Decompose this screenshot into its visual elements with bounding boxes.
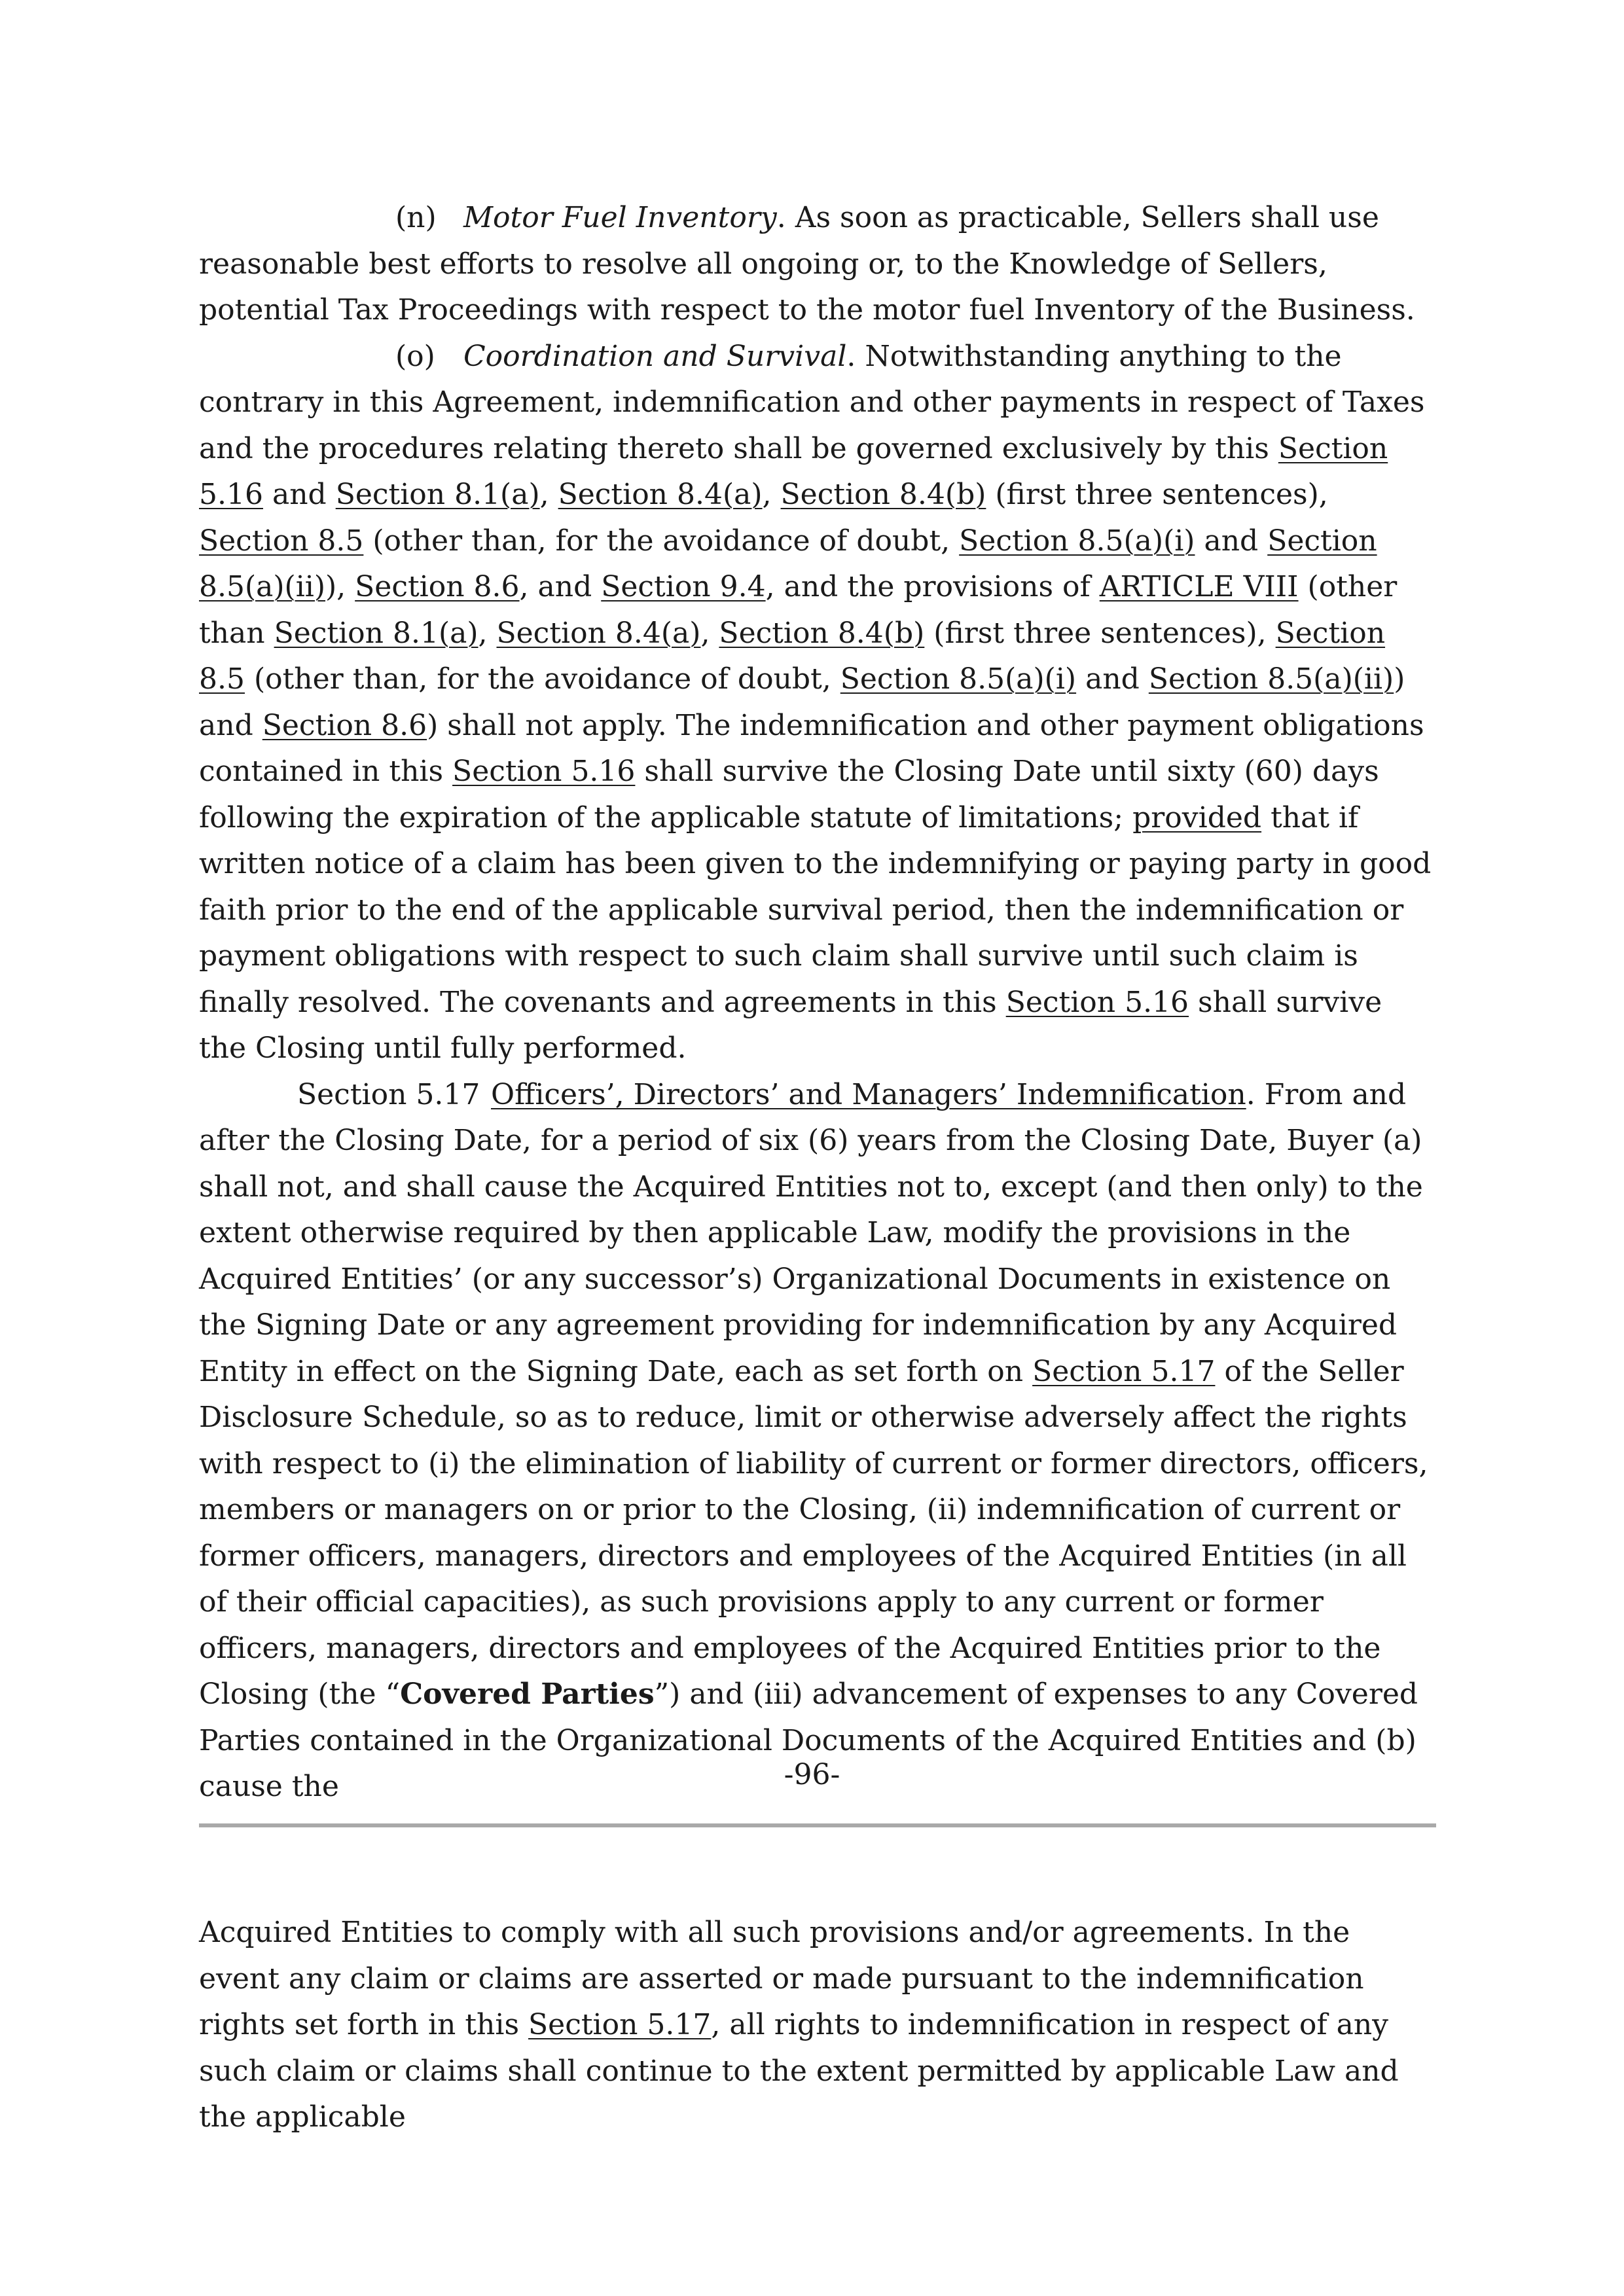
- defined-term-provided: provided: [1132, 800, 1262, 834]
- continuation-paragraph: [199, 1910, 1436, 2141]
- cross-reference[interactable]: Section 5.16: [1005, 985, 1189, 1019]
- cross-reference[interactable]: Section 8.5: [199, 616, 1386, 696]
- clause-heading: Motor Fuel Inventory: [463, 201, 777, 234]
- clause-label: (o): [395, 339, 435, 373]
- cross-reference[interactable]: Section 8.5(a)(i): [959, 524, 1195, 558]
- page-96-body: [199, 195, 1436, 1810]
- page-97-body: [199, 1910, 1436, 2141]
- clause-text: shall survive the Closing until fully performed.: [199, 985, 1382, 1065]
- section-number: Section 5.17: [297, 1077, 480, 1111]
- page-divider: [199, 1823, 1436, 1827]
- clause-text: (other than: [199, 570, 1398, 650]
- clause-text: (other than, for the avoidance of doubt,: [363, 524, 960, 558]
- paragraph-n-motor-fuel-inventory: [199, 195, 1436, 334]
- section-title: Officers’, Directors’ and Managers’ Indemnification: [491, 1077, 1246, 1111]
- cross-reference[interactable]: Section 8.4(a): [558, 478, 763, 511]
- clause-text: (first three sentences),: [986, 478, 1328, 511]
- clause-text: shall survive the Closing Date until sixty (60) days following the expiration of the applicable statute of limitations;: [199, 755, 1379, 834]
- clause-label: (n): [395, 201, 437, 234]
- clause-text: ,: [478, 616, 497, 650]
- cross-reference[interactable]: Section 8.4(a): [496, 616, 701, 650]
- clause-text: , and the provisions of: [765, 570, 1100, 603]
- cross-reference[interactable]: Section 5.16: [199, 431, 1388, 511]
- cross-reference[interactable]: Section 8.4(b): [719, 616, 925, 650]
- clause-text: ) shall not apply. The indemnification and other payment obligations contained in this: [199, 708, 1424, 788]
- section-text: . From and after the Closing Date, for a period of six (6) years from the Closing Date, Buyer (a) shall not, and shall cause the Acquired Entities not to, except (and then only) to the extent otherwise required by then applicable Law, modify the provisions in the Acquired Entities’ (or any successor’s) Organizational Documents in existence on the Signing Date or any agreement providing for indemnification by any Acquired Entity in effect on the Signing Date, each as set forth on: [199, 1077, 1423, 1388]
- paragraph-text: Acquired Entities to comply with all such provisions and/or agreements. In the event any claim or claims are asserted or made pursuant to the indemnification rights set forth in this: [199, 1916, 1364, 2041]
- cross-reference[interactable]: Section 8.1(a): [335, 478, 540, 511]
- paragraph-o-coordination-and-survival: [199, 334, 1436, 1072]
- clause-text: ,: [762, 478, 781, 511]
- clause-text: and: [1076, 662, 1149, 696]
- cross-reference[interactable]: Section 8.4(b): [780, 478, 986, 511]
- defined-term-covered-parties: Covered Parties: [400, 1677, 655, 1711]
- page-number: -96-: [784, 1758, 840, 1791]
- clause-text: and: [1195, 524, 1268, 558]
- paragraph-text: , all rights to indemnification in respect of any such claim or claims shall continue to the extent permitted by applicable Law and the applicable: [199, 2008, 1399, 2134]
- clause-text: ,: [700, 616, 719, 650]
- clause-text: and: [262, 478, 336, 511]
- cross-reference[interactable]: ARTICLE VIII: [1099, 570, 1299, 603]
- clause-text: ,: [539, 478, 558, 511]
- section-text: ”) and (iii) advancement of expenses to any Covered Parties contained in the Organizational Documents of the Acquired Entities and (b) cause the: [199, 1677, 1418, 1803]
- clause-heading: Coordination and Survival: [463, 339, 847, 373]
- cross-reference[interactable]: Section 5.17: [528, 2008, 712, 2041]
- clause-text: (first three sentences),: [924, 616, 1276, 650]
- cross-reference[interactable]: Section 8.5(a)(ii): [199, 524, 1377, 603]
- cross-reference[interactable]: Section 8.6: [355, 570, 520, 603]
- clause-text: that if written notice of a claim has been given to the indemnifying or paying party in good faith prior to the end of the applicable survival period, then the indemnification or payment obligations with respect to such claim shall survive until such claim is finally resolved. The covenants and agreements in this: [199, 800, 1432, 1019]
- clause-text: , and: [519, 570, 602, 603]
- clause-text: ) and: [199, 662, 1405, 742]
- cross-reference[interactable]: Section 8.1(a): [274, 616, 478, 650]
- section-5-17-paragraph: [199, 1072, 1436, 1810]
- clause-text: . Notwithstanding anything to the contrary in this Agreement, indemnification and other payments in respect of Taxes and the procedures relating thereto shall be governed exclusively by this: [199, 339, 1425, 465]
- cross-reference[interactable]: Section 8.5(a)(ii): [1148, 662, 1394, 696]
- cross-reference[interactable]: Section 5.17: [1032, 1354, 1216, 1388]
- cross-reference[interactable]: Section 8.6: [262, 708, 427, 742]
- section-text: of the Seller Disclosure Schedule, so as to reduce, limit or otherwise adversely affect the rights with respect to (i) the elimination of liability of current or former directors, officers, members or managers on or prior to the Closing, (ii) indemnification of current or former officers, managers, directors and employees of the Acquired Entities (in all of their official capacities), as such provisions apply to any current or former officers, managers, directors and employees of the Acquired Entities prior to the Closing (the “: [199, 1354, 1428, 1711]
- cross-reference[interactable]: Section 8.5(a)(i): [840, 662, 1077, 696]
- cross-reference[interactable]: Section 9.4: [601, 570, 766, 603]
- clause-text: (other than, for the avoidance of doubt,: [244, 662, 840, 696]
- cross-reference[interactable]: Section 5.16: [452, 755, 636, 788]
- clause-text: ),: [325, 570, 355, 603]
- cross-reference[interactable]: Section 8.5: [199, 524, 364, 558]
- clause-text: . As soon as practicable, Sellers shall use reasonable best efforts to resolve all ongoing or, to the Knowledge of Sellers, potential Tax Proceedings with respect to the motor fuel Inventory of the Business.: [199, 201, 1415, 327]
